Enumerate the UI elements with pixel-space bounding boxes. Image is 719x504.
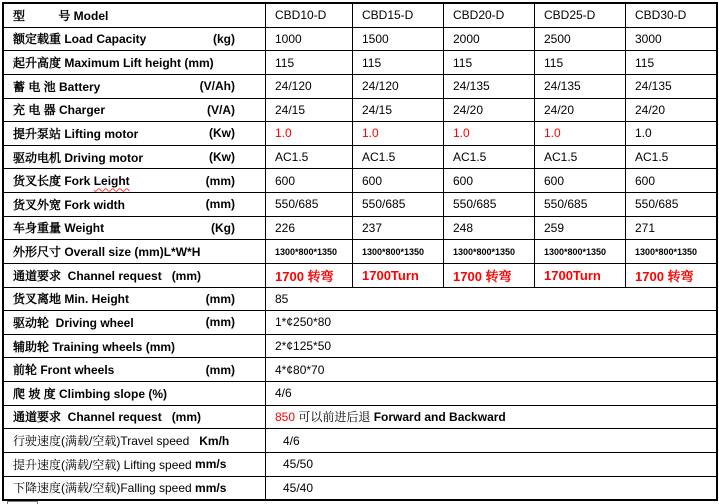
table-row <box>4 311 716 335</box>
row-label-cell <box>4 51 266 74</box>
value-cell <box>353 146 444 169</box>
cell-text: 2500 <box>544 31 571 46</box>
cell-text: 24/20 <box>453 102 484 117</box>
cell-text: 1*¢250*80 <box>275 315 332 330</box>
cell-text: 45/40 <box>283 480 314 495</box>
cell-text: 1.0 <box>275 126 292 141</box>
table-row <box>4 169 716 193</box>
unit-text: (V/A) <box>207 102 235 117</box>
value-cell <box>626 99 716 122</box>
cell-text: Forward and Backward <box>373 409 506 424</box>
label-text: 提升泵站 Lifting motor <box>13 126 139 141</box>
model-name: CBD10-D <box>275 8 327 23</box>
table-row <box>4 264 716 288</box>
unit-text: (mm) <box>205 315 235 330</box>
cell-text: 24/135 <box>635 79 672 94</box>
row-label-cell <box>4 358 266 381</box>
label-text: 行驶速度(满载/空载)Travel speed <box>13 434 200 449</box>
cell-text: 1700Turn <box>544 267 601 283</box>
unit-text: (Kg) <box>211 220 235 235</box>
label-text: 蓄 电 池 Battery <box>13 79 101 94</box>
cell-text: 115 <box>544 55 564 70</box>
cell-text: 24/135 <box>544 79 581 94</box>
label-text: 通道要求 Channel request (mm) <box>13 268 202 283</box>
value-cell <box>266 264 353 287</box>
cell-text: 1.0 <box>635 126 652 141</box>
unit-text: (Kw) <box>209 126 235 141</box>
cell-text: 4/6 <box>283 433 300 448</box>
row-label-cell <box>4 99 266 122</box>
table-row <box>4 99 716 123</box>
value-cell <box>444 169 535 192</box>
row-label-cell <box>4 288 266 311</box>
table-row <box>4 335 716 359</box>
cell-text: 1300*800*1350 <box>544 246 607 257</box>
cell-text: 1000 <box>275 31 302 46</box>
cell-text: 1300*800*1350 <box>362 246 425 257</box>
table-row <box>4 429 716 453</box>
cell-text: 850 <box>275 409 299 424</box>
merged-value-cell <box>266 406 716 429</box>
cell-text: AC1.5 <box>275 150 309 165</box>
value-cell <box>626 193 716 216</box>
cell-text: 1500 <box>362 31 389 46</box>
cell-text: 24/135 <box>453 79 490 94</box>
cell-text: 1.0 <box>362 126 379 141</box>
value-cell <box>266 169 353 192</box>
cell-text: 115 <box>362 55 382 70</box>
table-row <box>4 28 716 52</box>
label-text: Km/h <box>199 433 230 448</box>
merged-value-cell <box>266 453 716 476</box>
model-name: CBD30-D <box>635 8 687 23</box>
value-cell <box>535 99 626 122</box>
cell-text: 24/15 <box>275 102 306 117</box>
label-text: 辅助轮 Training wheels (mm) <box>13 339 176 354</box>
cell-text: 600 <box>275 173 296 188</box>
value-cell <box>535 28 626 51</box>
value-cell <box>535 217 626 240</box>
spec-table <box>2 2 718 501</box>
table-row <box>4 288 716 312</box>
value-cell <box>266 193 353 216</box>
cell-text: 4/6 <box>275 386 292 401</box>
model-header-cell <box>444 4 535 27</box>
value-cell <box>266 99 353 122</box>
model-name: CBD20-D <box>453 8 505 23</box>
value-cell <box>444 240 535 263</box>
merged-value-cell <box>266 477 716 500</box>
value-cell <box>353 193 444 216</box>
value-cell <box>353 264 444 287</box>
cell-text: 600 <box>635 173 656 188</box>
cell-text: 259 <box>544 220 565 235</box>
cell-text: 24/15 <box>362 102 393 117</box>
cell-text: 550/685 <box>362 197 406 212</box>
row-label-cell <box>4 406 266 429</box>
cell-text: 24/20 <box>635 102 666 117</box>
row-label-cell <box>4 311 266 334</box>
label-text: 前轮 Front wheels <box>13 363 115 378</box>
model-name: CBD25-D <box>544 8 596 23</box>
cell-text: 1700Turn <box>362 267 419 283</box>
row-label-cell <box>4 382 266 405</box>
value-cell <box>353 122 444 145</box>
model-name: CBD15-D <box>362 8 414 23</box>
value-cell <box>266 240 353 263</box>
label-text: 充 电 器 Charger <box>13 103 106 118</box>
value-cell <box>626 75 716 98</box>
label-text: 货叉离地 Min. Height <box>13 292 129 307</box>
value-cell <box>444 75 535 98</box>
row-label-cell <box>4 264 266 287</box>
cell-text: 1.0 <box>453 126 470 141</box>
cell-text: 1300*800*1350 <box>635 246 698 257</box>
unit-text: (V/Ah) <box>199 79 235 94</box>
unit-text: (mm) <box>205 173 235 188</box>
cell-text: 1700 转弯 <box>275 268 334 284</box>
label-text: 货叉外宽 Fork width <box>13 197 125 212</box>
unit-text: (kg) <box>213 31 235 46</box>
value-cell <box>444 146 535 169</box>
cell-text: 可以前进后退 <box>298 410 374 425</box>
cell-text: 115 <box>635 55 655 70</box>
merged-value-cell <box>266 335 716 358</box>
value-cell <box>353 75 444 98</box>
label-text: 外形尺寸 Overall size (mm)L*W*H <box>13 245 201 260</box>
cell-text: AC1.5 <box>544 150 578 165</box>
value-cell <box>353 28 444 51</box>
label-text: 货叉长度 Fork <box>13 174 94 189</box>
merged-value-cell <box>266 358 716 381</box>
value-cell <box>353 217 444 240</box>
table-row <box>4 382 716 406</box>
row-label-cell <box>4 477 266 500</box>
label-text: 下降速度(满载/空载)Falling speed <box>13 481 196 496</box>
cell-text: 3000 <box>635 31 662 46</box>
row-label-cell <box>4 75 266 98</box>
value-cell <box>266 28 353 51</box>
table-row <box>4 406 716 430</box>
row-label-cell <box>4 169 266 192</box>
label-text: 起升高度 Maximum Lift height (mm) <box>13 56 214 71</box>
cell-text: AC1.5 <box>635 150 669 165</box>
cell-text: 550/685 <box>275 197 319 212</box>
table-row <box>4 453 716 477</box>
value-cell <box>535 75 626 98</box>
table-row <box>4 122 716 146</box>
cell-text: 600 <box>544 173 565 188</box>
cell-text: 2*¢125*50 <box>275 339 332 354</box>
row-label-cell <box>4 122 266 145</box>
row-label-cell <box>4 146 266 169</box>
label-text: 车身重量 Weight <box>13 221 105 236</box>
value-cell <box>535 146 626 169</box>
table-row <box>4 193 716 217</box>
cell-text: 2000 <box>453 31 480 46</box>
row-label-cell <box>4 193 266 216</box>
cell-text: 24/120 <box>362 79 399 94</box>
cell-text: 1300*800*1350 <box>453 246 516 257</box>
cell-text: 550/685 <box>544 197 588 212</box>
cell-text: 115 <box>453 55 473 70</box>
cell-text: 1300*800*1350 <box>275 246 338 257</box>
value-cell <box>444 122 535 145</box>
cell-text: AC1.5 <box>453 150 487 165</box>
value-cell <box>353 169 444 192</box>
table-row <box>4 217 716 241</box>
label-text: 通道要求 Channel request (mm) <box>13 410 202 425</box>
value-cell <box>626 169 716 192</box>
value-cell <box>266 146 353 169</box>
row-label-cell <box>4 28 266 51</box>
value-cell <box>535 169 626 192</box>
label-text: 爬 坡 度 Climbing slope (%) <box>13 386 168 401</box>
model-header-cell <box>626 4 716 27</box>
table-row <box>4 358 716 382</box>
value-cell <box>444 99 535 122</box>
merged-value-cell <box>266 382 716 405</box>
cell-text: 24/120 <box>275 79 312 94</box>
value-cell <box>535 193 626 216</box>
model-header-cell <box>266 4 353 27</box>
table-row <box>4 4 716 28</box>
value-cell <box>266 217 353 240</box>
table-row <box>4 240 716 264</box>
table-row <box>4 51 716 75</box>
value-cell <box>353 240 444 263</box>
model-row-label-cell <box>4 4 266 27</box>
cell-text: 85 <box>275 291 289 306</box>
label-text: Leight <box>93 173 130 188</box>
label-text: 额定载重 Load Capacity <box>13 32 147 47</box>
row-label-cell <box>4 240 266 263</box>
value-cell <box>626 217 716 240</box>
unit-text: (Kw) <box>209 150 235 165</box>
value-cell <box>444 264 535 287</box>
value-cell <box>444 217 535 240</box>
row-label-cell <box>4 429 266 452</box>
value-cell <box>626 146 716 169</box>
value-cell <box>626 122 716 145</box>
cell-text: 226 <box>275 220 296 235</box>
value-cell <box>535 240 626 263</box>
unit-text: (mm) <box>205 291 235 306</box>
unit-text: (mm) <box>205 362 235 377</box>
value-cell <box>266 75 353 98</box>
model-header-cell <box>353 4 444 27</box>
label-text: mm/s <box>195 480 227 495</box>
merged-value-cell <box>266 429 716 452</box>
label-text: 驱动轮 Driving wheel <box>13 315 134 330</box>
value-cell <box>444 28 535 51</box>
cell-text: 4*¢80*70 <box>275 362 325 377</box>
label-text: mm/s <box>195 457 227 472</box>
cell-text: 600 <box>453 173 474 188</box>
value-cell <box>626 264 716 287</box>
value-cell <box>535 264 626 287</box>
cell-text: AC1.5 <box>362 150 396 165</box>
cell-text: 271 <box>635 220 656 235</box>
cell-text: 237 <box>362 220 383 235</box>
unit-text: (mm) <box>205 197 235 212</box>
value-cell <box>444 193 535 216</box>
table-row <box>4 75 716 99</box>
table-row <box>4 146 716 170</box>
label-text: 型 号 Model <box>13 8 109 23</box>
merged-value-cell <box>266 288 716 311</box>
value-cell <box>535 122 626 145</box>
value-cell <box>266 51 353 74</box>
label-text: 提升速度(满载/空载) Lifting speed <box>13 457 196 472</box>
cell-text: 248 <box>453 220 474 235</box>
cell-text: 550/685 <box>635 197 679 212</box>
value-cell <box>626 28 716 51</box>
value-cell <box>266 122 353 145</box>
cell-text: 600 <box>362 173 383 188</box>
model-header-cell <box>535 4 626 27</box>
row-label-cell <box>4 453 266 476</box>
cell-text: 1.0 <box>544 126 561 141</box>
row-label-cell <box>4 335 266 358</box>
cell-text: 45/50 <box>283 457 314 472</box>
row-label-cell <box>4 217 266 240</box>
cell-text: 24/20 <box>544 102 575 117</box>
value-cell <box>626 240 716 263</box>
cell-text: 550/685 <box>453 197 497 212</box>
cell-text: 1700 转弯 <box>453 268 512 284</box>
table-row <box>4 477 716 500</box>
value-cell <box>353 51 444 74</box>
value-cell <box>353 99 444 122</box>
merged-value-cell <box>266 311 716 334</box>
value-cell <box>535 51 626 74</box>
cell-text: 115 <box>275 55 295 70</box>
value-cell <box>444 51 535 74</box>
label-text: 驱动电机 Driving motor <box>13 150 144 165</box>
value-cell <box>626 51 716 74</box>
cell-text: 1700 转弯 <box>635 268 694 284</box>
